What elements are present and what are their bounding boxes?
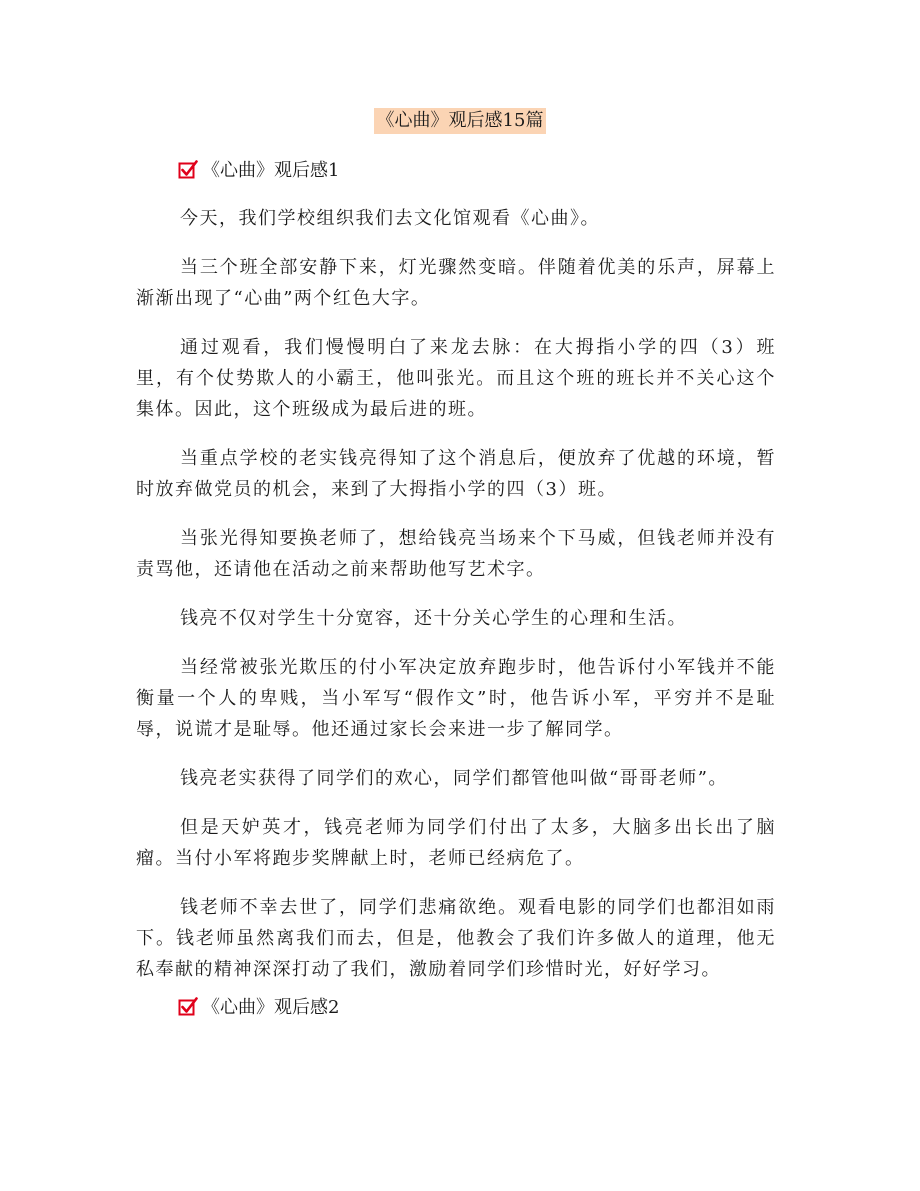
paragraph: 当张光得知要换老师了，想给钱亮当场来个下马威，但钱老师并没有责骂他，还请他在活动之前来帮助他写艺术字。 [136,528,776,580]
paragraph: 今天，我们学校组织我们去文化馆观看《心曲》。 [180,208,600,229]
paragraph: 当重点学校的老实钱亮得知了这个消息后，便放弃了优越的环境，暂时放弃做党员的机会，来到了大拇指小学的四（3）班。 [136,448,776,500]
section-heading-2 [178,995,339,1021]
paragraph: 当经常被张光欺压的付小军决定放弃跑步时，他告诉付小军钱并不能衡量一个人的卑贱，当小军写“假作文”时，他告诉小军，平穷并不是耻辱，说谎才是耻辱。他还通过家长会来进一步了解同学。 [136,657,776,740]
paragraph: 但是天妒英才，钱亮老师为同学们付出了太多，大脑多出长出了脑瘤。当付小军将跑步奖牌献上时，老师已经病危了。 [136,817,776,869]
paragraph: 当三个班全部安静下来，灯光骤然变暗。伴随着优美的乐声，屏幕上渐渐出现了“心曲”两个红色大字。 [136,257,776,309]
section-heading-1 [178,158,339,184]
section-heading-text: 《心曲》观后感1 [202,160,340,181]
paragraph: 钱老师不幸去世了，同学们悲痛欲绝。观看电影的同学们也都泪如雨下。钱老师虽然离我们而去，但是，他教会了我们许多做人的道理，他无私奉献的精神深深打动了我们，激励着同学们珍惜时光，好好学习。 [136,897,776,980]
checkbox-check-icon [178,160,198,180]
section-heading-text: 《心曲》观后感2 [202,997,340,1018]
document-title-text: 《心曲》观后感15篇 [374,108,547,134]
paragraph: 通过观看，我们慢慢明白了来龙去脉：在大拇指小学的四（3）班里，有个仗势欺人的小霸王，他叫张光。而且这个班的班长并不关心这个集体。因此，这个班级成为最后进的班。 [136,337,776,420]
section-1-body [136,203,776,1003]
checkbox-check-icon [178,997,198,1017]
document-title [0,108,920,134]
paragraph: 钱亮老实获得了同学们的欢心，同学们都管他叫做“哥哥老师”。 [180,768,728,789]
paragraph: 钱亮不仅对学生十分宽容，还十分关心学生的心理和生活。 [180,608,687,629]
